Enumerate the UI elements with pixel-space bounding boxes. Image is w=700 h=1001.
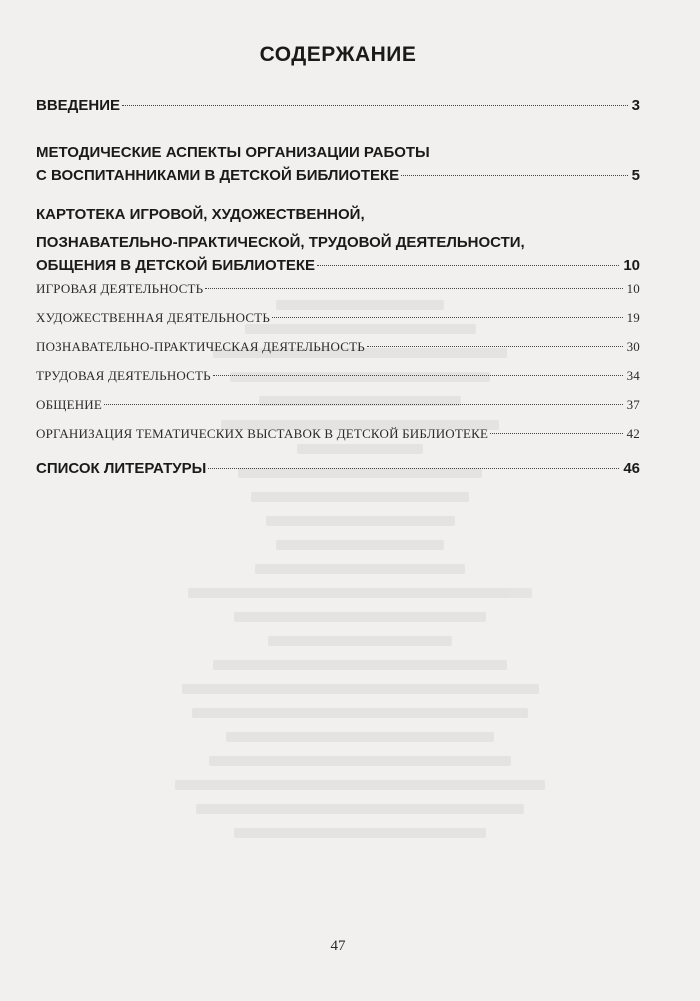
toc-entry-intro[interactable] (36, 97, 640, 125)
dot-leader (272, 317, 623, 318)
dot-leader (104, 404, 623, 405)
toc-subentry-art[interactable] (36, 310, 640, 332)
toc-entry-page: 10 (623, 257, 640, 274)
toc-entry-text: ОРГАНИЗАЦИЯ ТЕМАТИЧЕСКИХ ВЫСТАВОК В ДЕТСКОЙ БИБЛИОТЕКЕ (36, 426, 489, 441)
dot-leader (122, 105, 628, 106)
toc-entry-literature[interactable] (36, 460, 640, 488)
toc-entry-page: 10 (626, 281, 640, 296)
toc-entry-page: 46 (623, 460, 640, 477)
toc-entry-text: ВВЕДЕНИЕ (36, 97, 120, 114)
dot-leader (490, 433, 622, 434)
toc-entry-cardfile[interactable] (36, 201, 640, 285)
toc-subentry-exhibitions[interactable] (36, 426, 640, 448)
toc-entry-page: 30 (626, 339, 640, 354)
page-number: 47 (330, 938, 346, 954)
bleed-through-text (150, 300, 570, 940)
toc-entry-text: ОБЩЕНИЕ (36, 397, 103, 412)
dot-leader (213, 375, 623, 376)
toc-entry-page: 5 (631, 167, 640, 184)
toc-entry-text-line2: ПОЗНАВАТЕЛЬНО-ПРАКТИЧЕСКОЙ, ТРУДОВОЙ ДЕЯТЕЛЬНОСТИ, (36, 234, 525, 251)
toc-subentry-games[interactable] (36, 281, 640, 303)
toc-subentry-communication[interactable] (36, 397, 640, 419)
dot-leader (401, 175, 627, 176)
page-title: СОДЕРЖАНИЕ (259, 43, 417, 66)
toc-entry-text: ХУДОЖЕСТВЕННАЯ ДЕЯТЕЛЬНОСТЬ (36, 310, 270, 325)
toc-entry-page: 3 (631, 97, 640, 114)
dot-leader (317, 265, 619, 266)
toc-entry-text: ИГРОВАЯ ДЕЯТЕЛЬНОСТЬ (36, 281, 204, 296)
toc-entry-text-line2: С ВОСПИТАННИКАМИ В ДЕТСКОЙ БИБЛИОТЕКЕ (36, 167, 400, 184)
toc-entry-page: 37 (626, 397, 640, 412)
toc-entry-text-line1: КАРТОТЕКА ИГРОВОЙ, ХУДОЖЕСТВЕННОЙ, (36, 206, 365, 223)
dot-leader (367, 346, 623, 347)
toc-entry-text: СПИСОК ЛИТЕРАТУРЫ (36, 460, 207, 477)
toc-entry-page: 19 (626, 310, 640, 325)
toc-entry-page: 34 (626, 368, 640, 383)
toc-entry-text-line1: МЕТОДИЧЕСКИЕ АСПЕКТЫ ОРГАНИЗАЦИИ РАБОТЫ (36, 144, 430, 161)
toc-entry-text-line3: ОБЩЕНИЯ В ДЕТСКОЙ БИБЛИОТЕКЕ (36, 257, 316, 274)
toc-entry-text: ПОЗНАВАТЕЛЬНО-ПРАКТИЧЕСКАЯ ДЕЯТЕЛЬНОСТЬ (36, 339, 365, 354)
toc-subentry-cognitive[interactable] (36, 339, 640, 361)
toc-subentry-labor[interactable] (36, 368, 640, 390)
dot-leader (208, 468, 619, 469)
toc-entry-text: ТРУДОВАЯ ДЕЯТЕЛЬНОСТЬ (36, 368, 211, 383)
toc-entry-page: 42 (626, 426, 640, 441)
toc-entry-methodical[interactable] (36, 139, 640, 195)
dot-leader (205, 288, 622, 289)
